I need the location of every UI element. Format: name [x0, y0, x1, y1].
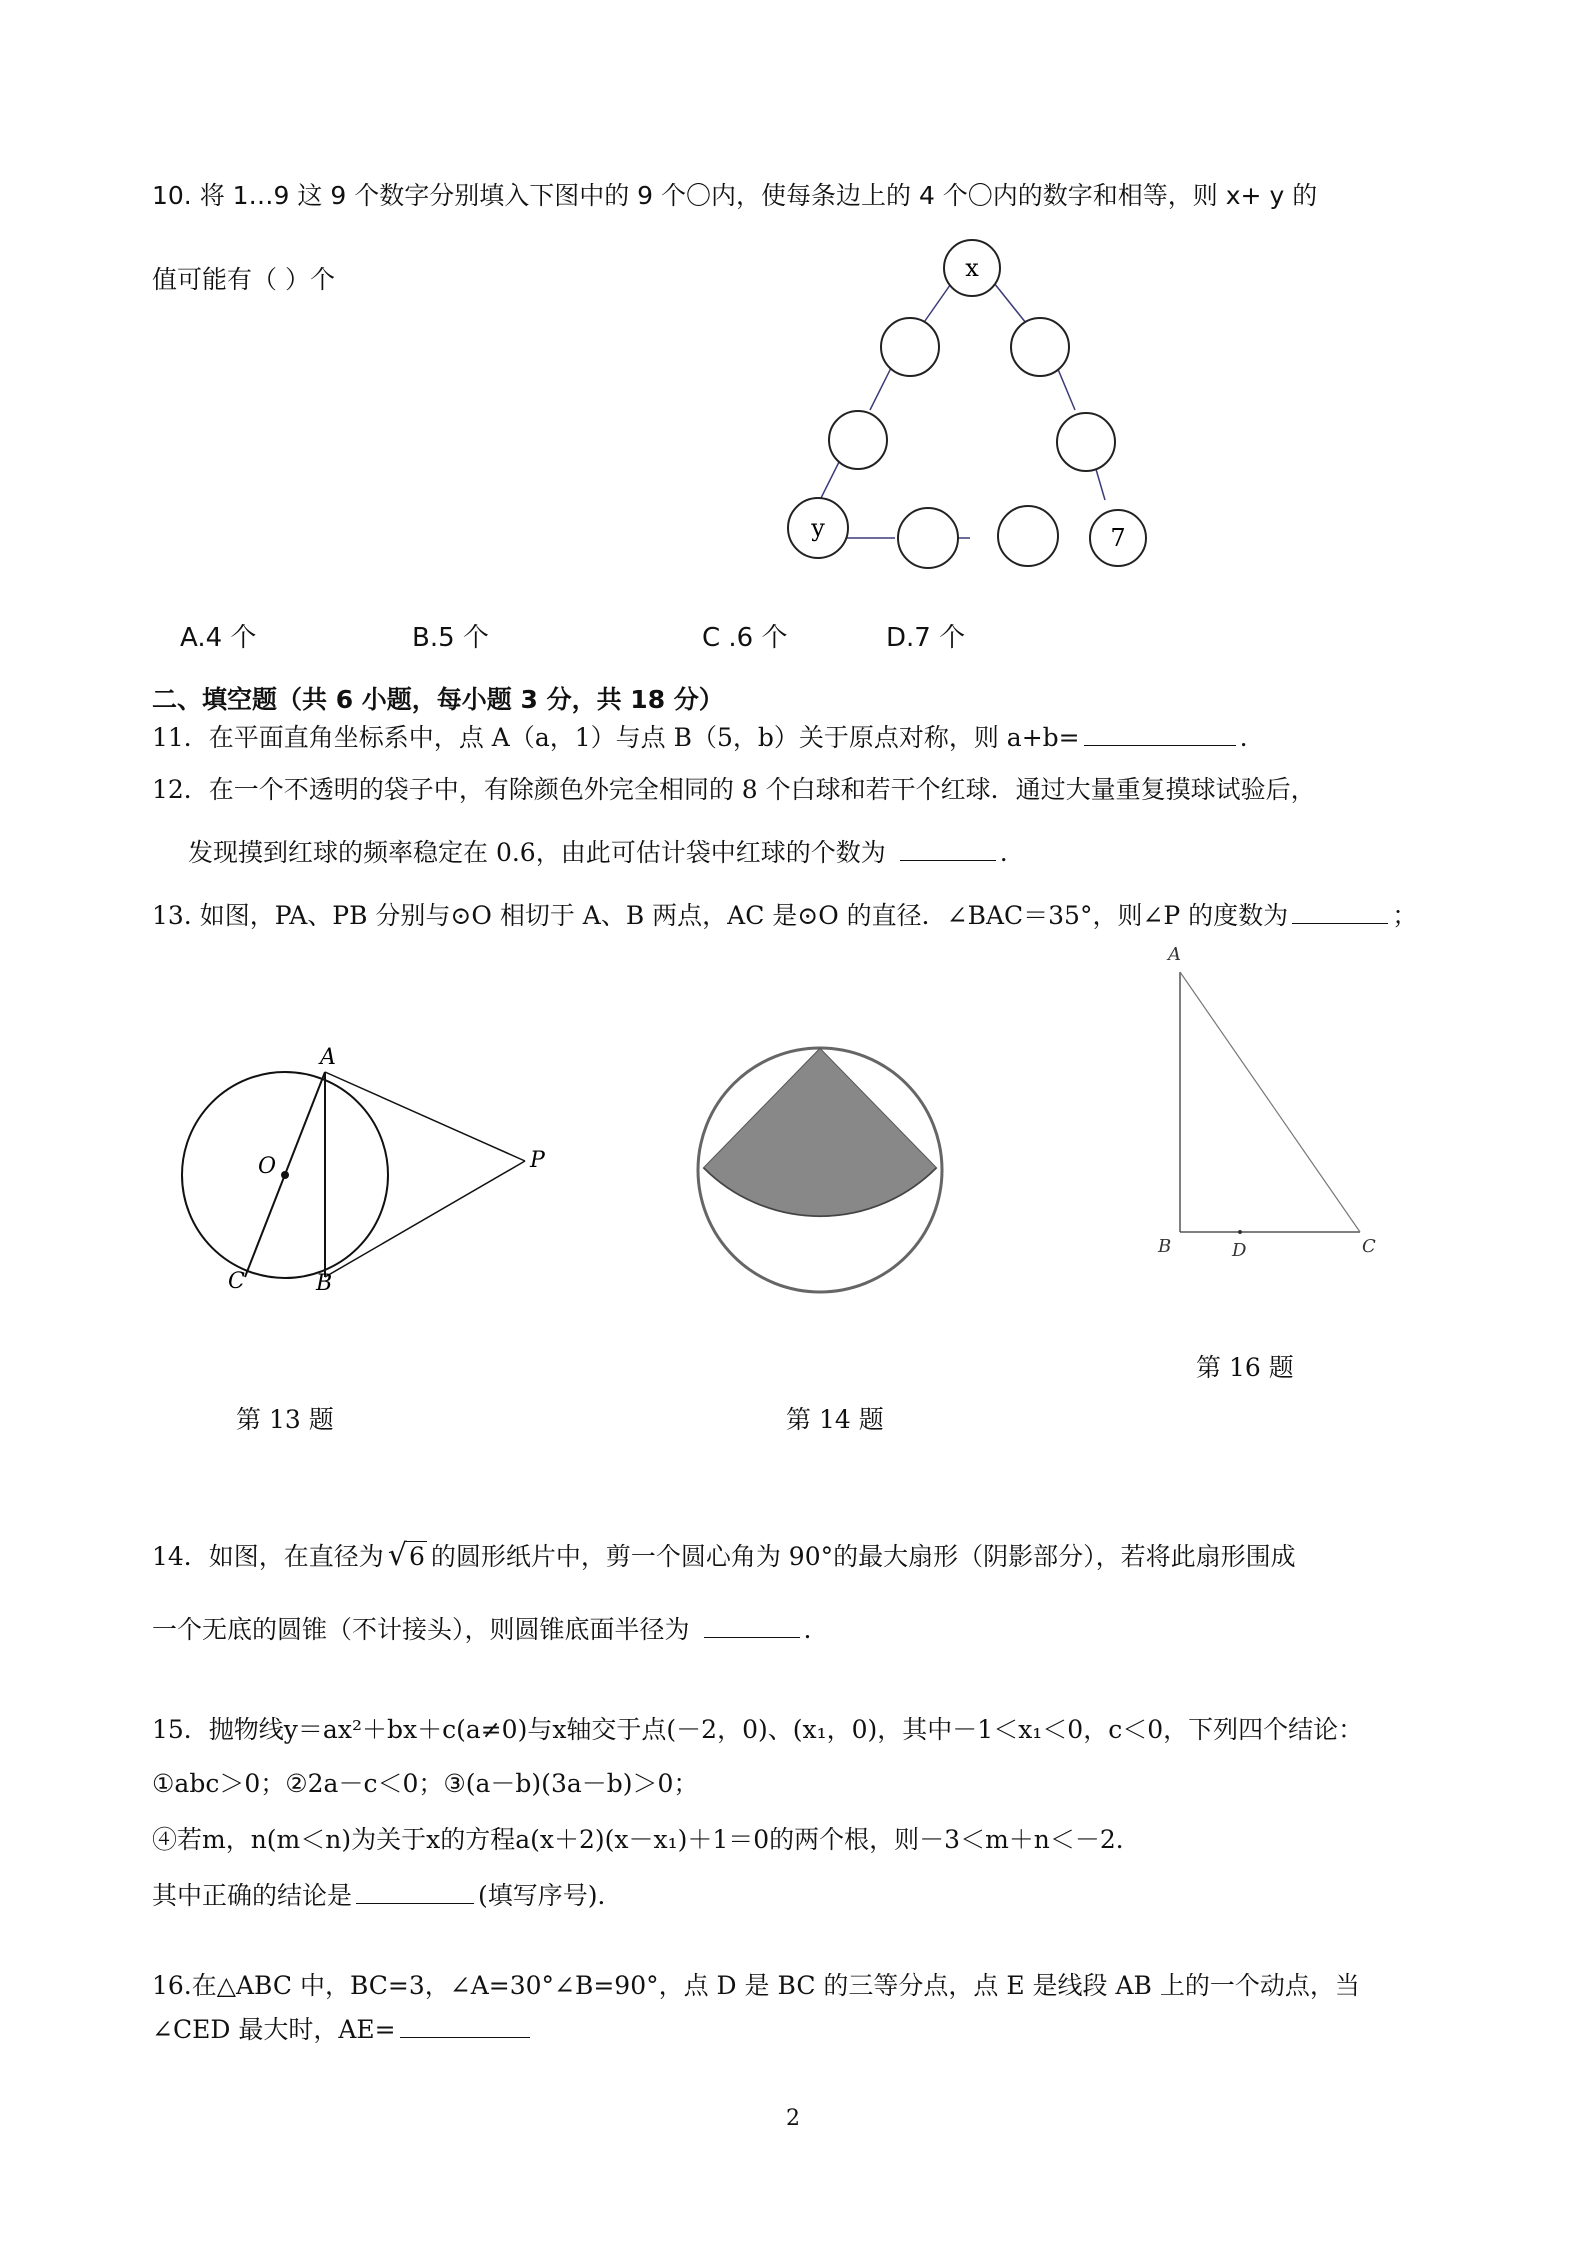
q14-blank	[704, 1613, 800, 1638]
q16-text: ∠CED 最大时，AE=	[152, 2015, 396, 2044]
q10-line2: 值可能有（ ）个	[152, 265, 335, 294]
q15-line1: 15．抛物线y＝ax²＋bx＋c(a≠0)与x轴交于点(－2，0)、(x₁，0)，其中－1＜x₁＜0，c＜0，下列四个结论：	[152, 1715, 1364, 1744]
fig16-label-b: B	[1158, 1236, 1172, 1257]
q13-line	[152, 898, 1417, 934]
q13-end: ；	[1392, 901, 1418, 930]
q15-blank	[356, 1879, 474, 1904]
fig16-label-a: A	[1168, 944, 1181, 965]
q11	[152, 720, 1248, 756]
q12-line1: 12．在一个不透明的袋子中，有除颜色外完全相同的 8 个白球和若干个红球．通过大量重复摸球试验后，	[152, 775, 1316, 804]
q16-line2	[152, 2012, 534, 2048]
caption-14: 第 14 题	[786, 1405, 884, 1434]
fig13-label-p: P	[530, 1148, 545, 1173]
q16-line1: 16.在△ABC 中，BC=3，∠A=30°∠B=90°，点 D 是 BC 的三等分点，点 E 是线段 AB 上的一个动点，当	[152, 1971, 1360, 2000]
q15-text: 其中正确的结论是	[152, 1881, 353, 1910]
caption-13: 第 13 题	[236, 1405, 334, 1434]
fig13-label-a: A	[320, 1045, 336, 1070]
caption-16: 第 16 题	[1196, 1353, 1294, 1382]
q16-blank	[400, 2013, 530, 2038]
q14-text-b: 的圆形纸片中，剪一个圆心角为 90°的最大扇形（阴影部分），若将此扇形围成	[430, 1542, 1296, 1571]
page-number: 2	[786, 2106, 800, 2131]
q12-text: 发现摸到红球的频率稳定在 0.6，由此可估计袋中红球的个数为	[188, 838, 886, 867]
q14-text-a: 14．如图，在直径为	[152, 1542, 384, 1571]
q12-end: .	[999, 838, 1008, 867]
fig13-label-o: O	[258, 1154, 277, 1179]
q15-line3: ④若m，n(m＜n)为关于x的方程a(x＋2)(x－x₁)＋1＝0的两个根，则－3＜m＋n＜－2．	[152, 1825, 1141, 1854]
option-c: C .6 个	[702, 623, 788, 653]
figure-14	[690, 1040, 950, 1300]
q12-line2	[188, 835, 1008, 871]
q14-text-c: 一个无底的圆锥（不计接头），则圆锥底面半径为	[152, 1615, 690, 1644]
q15-line2: ①abc＞0；②2a－c＜0；③(a－b)(3a－b)＞0；	[152, 1769, 699, 1798]
figure-16	[1150, 940, 1400, 1300]
option-b: B.5 个	[412, 623, 489, 653]
node-y-label: y	[811, 514, 825, 542]
q15-end: (填写序号)．	[478, 1881, 623, 1910]
fig13-label-c: C	[228, 1269, 245, 1294]
node-7-label: 7	[1110, 524, 1126, 552]
q11-text: 11．在平面直角坐标系中，点 A（a，1）与点 B（5，b）关于原点对称，则 a+b=	[152, 723, 1080, 752]
fig16-label-d: D	[1232, 1240, 1247, 1261]
figure-13	[170, 1040, 570, 1300]
node-x-label: x	[965, 254, 979, 282]
q13-text: 13. 如图，PA、PB 分别与⊙O 相切于 A、B 两点，AC 是⊙O 的直径．∠BAC＝35°，则∠P 的度数为	[152, 901, 1289, 930]
q14-line2	[152, 1612, 811, 1648]
q11-end: .	[1239, 723, 1248, 752]
fig16-label-c: C	[1362, 1236, 1376, 1257]
q15-line4	[152, 1878, 623, 1914]
option-a: A.4 个	[180, 623, 257, 653]
q14-end: .	[803, 1615, 812, 1644]
section-2-title: 二、填空题（共 6 小题，每小题 3 分，共 18 分）	[152, 685, 724, 714]
sqrt-six: √6	[387, 1538, 425, 1573]
fig13-label-b: B	[316, 1271, 333, 1296]
q10-line1: 10. 将 1…9 这 9 个数字分别填入下图中的 9 个〇内，使每条边上的 4 个〇内的数字和相等，则 x+ y 的	[152, 181, 1318, 210]
triangle-circles-figure	[770, 230, 1170, 580]
option-d: D.7 个	[886, 623, 966, 653]
q13-blank	[1292, 899, 1388, 924]
q14-line1	[152, 1538, 1296, 1575]
q12-blank	[900, 836, 996, 861]
q11-blank	[1084, 721, 1236, 746]
